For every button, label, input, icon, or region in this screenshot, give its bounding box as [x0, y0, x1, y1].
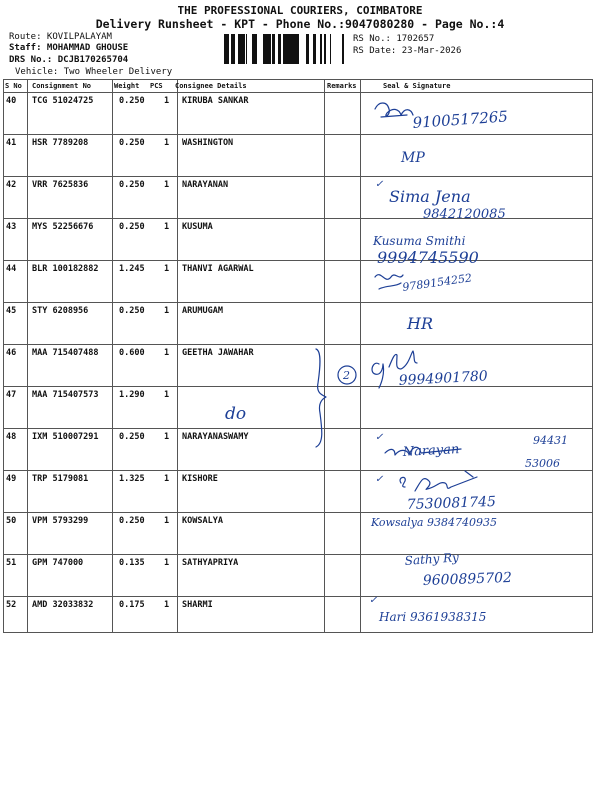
hw-49-phone: 7530081745 — [406, 493, 497, 513]
runsheet-table — [3, 79, 593, 633]
svg-text:✓: ✓ — [375, 179, 384, 190]
cell-weight: 0.250 — [119, 96, 145, 106]
cell-sno: 44 — [6, 264, 17, 274]
cell-consignment-no: HSR 7789208 — [32, 138, 89, 148]
col-consignee: Consignee Details — [175, 82, 247, 90]
cell-consignment-no: TRP 5179081 — [32, 474, 89, 484]
cell-pcs: 1 — [164, 348, 170, 358]
cell-weight: 0.250 — [119, 222, 145, 232]
cell-sno: 46 — [6, 348, 17, 358]
cell-consignment-no: MAA 715407573 — [32, 390, 99, 400]
cell-consignee: ARUMUGAM — [182, 306, 223, 316]
cell-weight: 1.325 — [119, 474, 145, 484]
cell-weight: 0.250 — [119, 516, 145, 526]
route-label: Route: KOVILPALAYAM — [9, 32, 112, 42]
hw-50: Kowsalya 9384740935 — [371, 516, 497, 529]
cell-consignee: SATHYAPRIYA — [182, 558, 239, 568]
hw-43-name: Kusuma Smithi — [373, 234, 466, 248]
hw-48-pin2: 53006 — [525, 457, 560, 470]
hw-48-pin: 94431 — [533, 434, 568, 447]
cell-sno: 50 — [6, 516, 17, 526]
cell-pcs: 1 — [164, 96, 170, 106]
cell-sno: 49 — [6, 474, 17, 484]
cell-consignment-no: AMD 32033832 — [32, 600, 94, 610]
cell-consignee: SHARMI — [182, 600, 213, 610]
cell-sno: 51 — [6, 558, 17, 568]
svg-text:✓: ✓ — [369, 595, 378, 606]
cell-consignee: GEETHA JAWAHAR — [182, 348, 254, 358]
cell-consignment-no: VRR 7625836 — [32, 180, 89, 190]
hw-44-phone: 9789154252 — [401, 271, 473, 294]
cell-sno: 48 — [6, 432, 17, 442]
cell-pcs: 1 — [164, 558, 170, 568]
cell-sno: 40 — [6, 96, 17, 106]
cell-consignment-no: MAA 715407488 — [32, 348, 99, 358]
cell-pcs: 1 — [164, 264, 170, 274]
cell-consignment-no: GPM 747000 — [32, 558, 84, 568]
hw-51-phone: 9600895702 — [422, 569, 513, 589]
hw-45: HR — [407, 314, 433, 333]
cell-weight: 0.600 — [119, 348, 145, 358]
cell-weight: 0.135 — [119, 558, 145, 568]
cell-pcs: 1 — [164, 474, 170, 484]
drs-label: DRS No.: DCJB170265704 — [9, 55, 129, 65]
hw-42-phone: 9842120085 — [423, 207, 506, 222]
col-weight: Weight — [114, 82, 140, 90]
cell-pcs: 1 — [164, 222, 170, 232]
cell-pcs: 1 — [164, 306, 170, 316]
hw-46-phone: 9994901780 — [398, 368, 489, 389]
hw-40: 9100517265 — [412, 107, 509, 132]
cell-consignment-no: IXM 510007291 — [32, 432, 99, 442]
cell-pcs: 1 — [164, 600, 170, 610]
signature-layer — [3, 79, 593, 633]
cell-consignee: WASHINGTON — [182, 138, 234, 148]
cell-pcs: 1 — [164, 138, 170, 148]
cell-consignee: KIRUBA SANKAR — [182, 96, 249, 106]
cell-consignee: NARAYANASWAMY — [182, 432, 249, 442]
barcode-image — [224, 34, 347, 64]
cell-weight: 0.250 — [119, 180, 145, 190]
hw-47: do — [225, 404, 247, 424]
vehicle-label: Vehicle: Two Wheeler Delivery — [15, 67, 173, 77]
bracket-46-47 — [316, 349, 326, 447]
col-sno: S No — [5, 82, 22, 90]
cell-sno: 52 — [6, 600, 17, 610]
cell-sno: 42 — [6, 180, 17, 190]
staff-label: Staff: MOHAMMAD GHOUSE — [9, 43, 129, 53]
cell-pcs: 1 — [164, 516, 170, 526]
cell-consignment-no: TCG 51024725 — [32, 96, 94, 106]
col-pcs: PCS — [150, 82, 163, 90]
cell-pcs: 1 — [164, 390, 170, 400]
svg-text:✓: ✓ — [375, 432, 384, 443]
hw-46-circle: 2 — [343, 369, 350, 382]
hw-41: MP — [401, 150, 425, 166]
company-title: THE PROFESSIONAL COURIERS, COIMBATORE — [177, 4, 423, 17]
cell-consignment-no: STY 6208956 — [32, 306, 89, 316]
runsheet-title: Delivery Runsheet - KPT - Phone No.:9047080280 - Page No.:4 — [95, 17, 505, 31]
hw-51-name: Sathy Ry — [404, 550, 460, 568]
cell-consignment-no: MYS 52256676 — [32, 222, 94, 232]
svg-text:✓: ✓ — [375, 474, 384, 485]
cell-consignee: NARAYANAN — [182, 180, 229, 190]
hw-43-phone: 9994745590 — [377, 248, 479, 267]
hw-52: Hari 9361938315 — [379, 610, 487, 624]
rs-date: RS Date: 23-Mar-2026 — [353, 46, 462, 56]
cell-weight: 0.175 — [119, 600, 145, 610]
signature-44 — [375, 275, 403, 289]
col-seal-signature: Seal & Signature — [383, 82, 451, 90]
cell-consignee: KISHORE — [182, 474, 218, 484]
cell-consignment-no: VPM 5793299 — [32, 516, 89, 526]
signature-40 — [375, 103, 413, 117]
hw-42-name: Sima Jena — [389, 187, 471, 206]
cell-sno: 41 — [6, 138, 17, 148]
hw-48-name: Narayan — [402, 442, 460, 460]
cell-weight: 1.290 — [119, 390, 145, 400]
cell-consignee: KUSUMA — [182, 222, 213, 232]
col-remarks: Remarks — [327, 82, 357, 90]
cell-sno: 43 — [6, 222, 17, 232]
cell-sno: 45 — [6, 306, 17, 316]
col-consignment: Consignment No — [32, 82, 92, 90]
cell-consignee: THANVI AGARWAL — [182, 264, 254, 274]
cell-consignee: KOWSALYA — [182, 516, 223, 526]
cell-weight: 0.250 — [119, 138, 145, 148]
cell-pcs: 1 — [164, 180, 170, 190]
signature-49 — [400, 471, 477, 491]
cell-pcs: 1 — [164, 432, 170, 442]
cell-weight: 0.250 — [119, 432, 145, 442]
cell-sno: 47 — [6, 390, 17, 400]
cell-weight: 0.250 — [119, 306, 145, 316]
cell-consignment-no: BLR 100182882 — [32, 264, 99, 274]
rs-number: RS No.: 1702657 — [353, 34, 435, 44]
cell-weight: 1.245 — [119, 264, 145, 274]
